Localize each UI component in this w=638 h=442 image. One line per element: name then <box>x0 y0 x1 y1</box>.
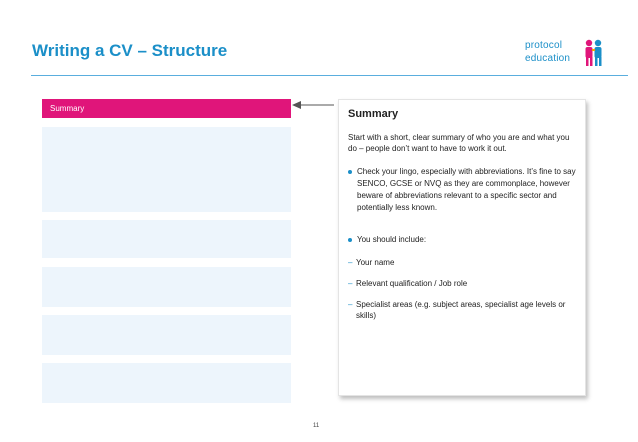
slide-title: Writing a CV – Structure <box>32 41 228 60</box>
page-number: 11 <box>313 423 320 429</box>
bullet-dot-icon <box>348 238 352 242</box>
logo-text-line2: education <box>525 53 571 64</box>
bullet-dot-icon <box>348 170 352 174</box>
pointer-arrow-icon <box>292 99 334 111</box>
summary-section-bar: Summary <box>42 99 291 118</box>
title-divider <box>31 75 628 76</box>
logo-text-line1: protocol <box>525 40 563 51</box>
dash-text: Specialist areas (e.g. subject areas, specialist age levels or skills) <box>356 300 566 320</box>
bullet-text: You should include: <box>357 235 427 244</box>
panel-title: Summary <box>348 108 399 120</box>
company-logo <box>525 38 605 70</box>
summary-detail-panel <box>338 99 586 396</box>
dash-marker: – <box>348 279 353 288</box>
section-block-1 <box>42 127 291 212</box>
dash-marker: – <box>348 258 353 267</box>
dash-text: Your name <box>356 258 395 267</box>
logo-figures-icon <box>583 38 605 68</box>
section-block-2 <box>42 220 291 258</box>
bullet-text: Check your lingo, especially with abbreviations. It’s fine to say SENCO, GCSE or NVQ as they are commonplace, however beware of abbreviations relevant to a specific sector and potentially less known. <box>357 167 576 212</box>
dash-text: Relevant qualification / Job role <box>356 279 468 288</box>
section-block-4 <box>42 315 291 355</box>
dash-marker: – <box>348 300 353 309</box>
panel-intro: Start with a short, clear summary of who you are and what you do – people don’t want to have to work it out. <box>348 133 570 153</box>
section-block-5 <box>42 363 291 403</box>
section-block-3 <box>42 267 291 307</box>
